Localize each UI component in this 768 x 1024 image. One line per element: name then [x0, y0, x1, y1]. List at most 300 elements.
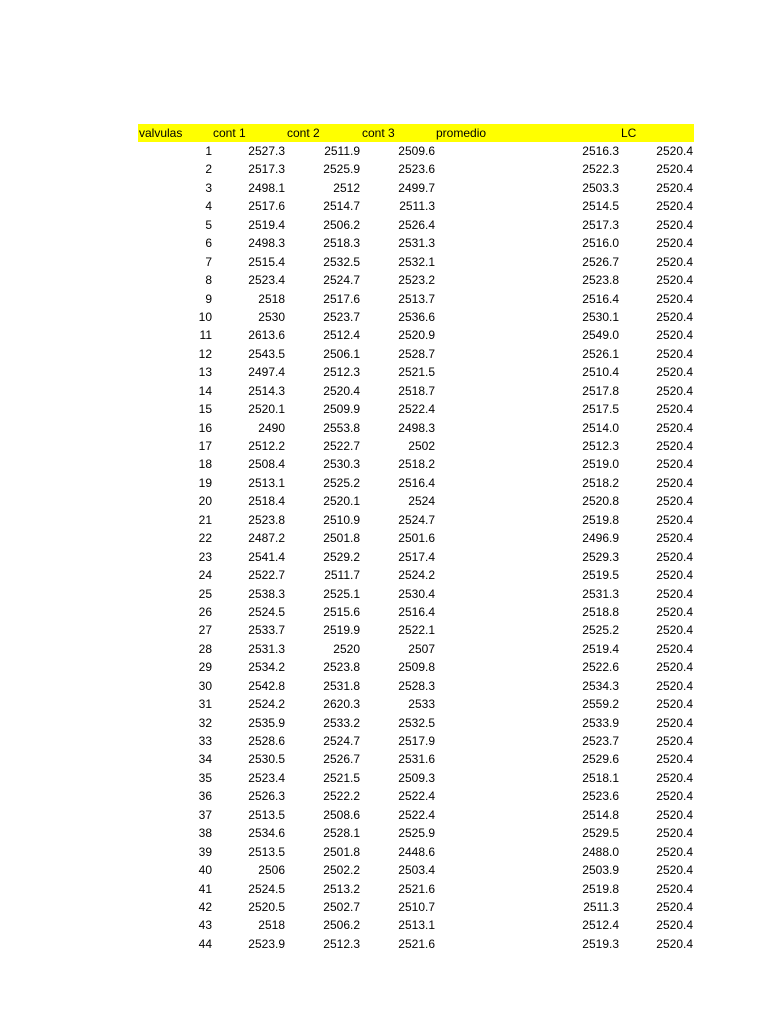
cont-1-value: 2527.3 [248, 144, 285, 158]
cont-2-value: 2502.7 [323, 899, 360, 914]
cont-1-value: 2530.5 [248, 752, 285, 767]
cont-2-value: 2514.7 [323, 199, 360, 214]
valvula-number: 26 [198, 604, 212, 619]
cont-2-value: 2528.1 [323, 826, 360, 841]
valvula-number: 23 [198, 549, 212, 564]
cont-3-value: 2532.5 [398, 715, 435, 730]
cont-2-value: 2532.5 [323, 254, 360, 269]
table-row [138, 566, 694, 584]
promedio-value: 2523.6 [582, 789, 619, 804]
lc-value: 2520.4 [656, 144, 693, 158]
valvula-number: 14 [198, 383, 212, 398]
cont-3-value: 2521.6 [398, 936, 435, 951]
cont-2-value: 2533.2 [323, 715, 360, 730]
promedio-value: 2523.7 [582, 734, 619, 748]
cont-1-value: 2519.4 [248, 217, 285, 232]
promedio-value: 2519.5 [582, 568, 619, 583]
cont-1-value: 2518 [258, 918, 285, 933]
promedio-value: 2522.3 [582, 162, 619, 177]
cont-3-value: 2501.6 [398, 531, 435, 546]
cont-1-value: 2518 [258, 291, 285, 306]
lc-value: 2520.4 [656, 789, 693, 804]
valvula-number: 17 [198, 439, 212, 453]
cont-3-value: 2533 [408, 697, 435, 712]
table-row [138, 455, 694, 473]
lc-value: 2520.4 [656, 844, 693, 859]
table-row [138, 160, 694, 178]
lc-value: 2520.4 [656, 549, 693, 564]
lc-value: 2520.4 [656, 383, 693, 398]
lc-value: 2520.4 [656, 402, 693, 417]
lc-value: 2520.4 [656, 273, 693, 288]
cont-3-value: 2528.3 [398, 678, 435, 693]
table-row [138, 750, 694, 768]
table-row [138, 345, 694, 363]
valvula-number: 9 [205, 291, 212, 306]
cont-2-value: 2520.4 [323, 383, 360, 398]
table-row [138, 326, 694, 344]
header-valvulas: valvulas [139, 126, 183, 140]
valvula-number: 44 [198, 936, 212, 951]
lc-value: 2520.4 [656, 734, 693, 748]
cont-3-value: 2510.7 [398, 899, 435, 914]
cont-3-value: 2528.7 [398, 346, 435, 361]
cont-2-value: 2521.5 [323, 770, 360, 785]
cont-2-value: 2529.2 [323, 549, 360, 564]
cont-1-value: 2531.3 [248, 641, 285, 656]
cont-2-value: 2525.9 [323, 162, 360, 177]
cont-3-value: 2522.4 [398, 807, 435, 822]
valvula-number: 22 [198, 531, 212, 546]
valvula-number: 42 [198, 899, 212, 914]
cont-3-value: 2524.2 [398, 568, 435, 583]
cont-2-value: 2511.7 [324, 568, 360, 583]
cont-1-value: 2506 [258, 863, 285, 878]
table-row [138, 308, 694, 326]
valvula-number: 2 [205, 162, 212, 177]
cont-2-value: 2520.1 [323, 494, 360, 509]
lc-value: 2520.4 [656, 660, 693, 675]
lc-value: 2520.4 [656, 568, 693, 583]
promedio-value: 2530.1 [582, 309, 619, 324]
cont-3-value: 2524 [408, 494, 435, 509]
lc-value: 2520.4 [656, 752, 693, 767]
cont-3-value: 2526.4 [398, 217, 435, 232]
promedio-value: 2529.6 [582, 752, 619, 767]
promedio-value: 2519.8 [582, 881, 619, 896]
table-row [138, 400, 694, 418]
header-cont-3: cont 3 [362, 126, 395, 140]
cont-2-value: 2510.9 [323, 512, 360, 527]
valvula-number: 27 [198, 623, 212, 638]
cont-2-value: 2526.7 [323, 752, 360, 767]
valvula-number: 16 [198, 420, 212, 435]
valvula-number: 1 [205, 144, 212, 158]
promedio-value: 2514.0 [582, 420, 619, 435]
cont-1-value: 2542.8 [248, 678, 285, 693]
cont-3-value: 2521.6 [398, 881, 435, 896]
promedio-value: 2488.0 [582, 844, 619, 859]
lc-value: 2520.4 [656, 236, 693, 251]
table-row [138, 843, 694, 861]
cont-3-value: 2499.7 [398, 180, 435, 195]
lc-value: 2520.4 [656, 899, 693, 914]
lc-value: 2520.4 [656, 863, 693, 878]
lc-value: 2520.4 [656, 420, 693, 435]
promedio-value: 2517.5 [582, 402, 619, 417]
cont-2-value: 2525.2 [323, 475, 360, 490]
promedio-value: 2512.3 [582, 439, 619, 453]
promedio-value: 2549.0 [582, 328, 619, 343]
cont-2-value: 2524.7 [323, 734, 360, 748]
cont-2-value: 2501.8 [323, 844, 360, 859]
promedio-value: 2516.3 [582, 144, 619, 158]
cont-2-value: 2512.4 [323, 328, 360, 343]
cont-2-value: 2511.9 [324, 144, 360, 158]
table-row [138, 419, 694, 437]
table-row [138, 216, 694, 234]
cont-1-value: 2522.7 [248, 568, 285, 583]
lc-value: 2520.4 [656, 346, 693, 361]
cont-3-value: 2509.8 [398, 660, 435, 675]
cont-3-value: 2513.7 [398, 291, 435, 306]
valvula-number: 33 [198, 734, 212, 748]
table-row [138, 806, 694, 824]
table-row [138, 861, 694, 879]
promedio-value: 2514.5 [582, 199, 619, 214]
cont-2-value: 2512 [333, 180, 360, 195]
header-cont-2: cont 2 [287, 126, 320, 140]
promedio-value: 2529.5 [582, 826, 619, 841]
cont-1-value: 2498.3 [248, 236, 285, 251]
lc-value: 2520.4 [656, 217, 693, 232]
table-row [138, 179, 694, 197]
cont-1-value: 2517.6 [248, 199, 285, 214]
promedio-value: 2529.3 [582, 549, 619, 564]
cont-2-value: 2512.3 [323, 936, 360, 951]
cont-3-value: 2523.2 [398, 273, 435, 288]
cont-3-value: 2520.9 [398, 328, 435, 343]
cont-1-value: 2498.1 [248, 180, 285, 195]
table-row [138, 640, 694, 658]
lc-value: 2520.4 [656, 881, 693, 896]
cont-1-value: 2526.3 [248, 789, 285, 804]
lc-value: 2520.4 [656, 604, 693, 619]
cont-1-value: 2508.4 [248, 457, 285, 472]
cont-3-value: 2518.2 [398, 457, 435, 472]
table-row [138, 880, 694, 898]
cont-1-value: 2524.2 [248, 697, 285, 712]
cont-3-value: 2507 [408, 641, 435, 656]
cont-1-value: 2538.3 [248, 586, 285, 601]
cont-1-value: 2523.4 [248, 273, 285, 288]
promedio-value: 2517.3 [582, 217, 619, 232]
lc-value: 2520.4 [656, 512, 693, 527]
table-row [138, 621, 694, 639]
promedio-value: 2526.7 [582, 254, 619, 269]
cont-3-value: 2516.4 [398, 475, 435, 490]
lc-value: 2520.4 [656, 180, 693, 195]
cont-1-value: 2613.6 [248, 328, 285, 343]
table-row [138, 898, 694, 916]
table-row [138, 234, 694, 252]
promedio-value: 2518.1 [582, 770, 619, 785]
cont-2-value: 2524.7 [323, 273, 360, 288]
lc-value: 2520.4 [656, 457, 693, 472]
valvula-number: 13 [198, 365, 212, 380]
cont-2-value: 2506.2 [323, 217, 360, 232]
lc-value: 2520.4 [656, 365, 693, 380]
lc-value: 2520.4 [656, 494, 693, 509]
promedio-value: 2516.4 [582, 291, 619, 306]
table-row [138, 935, 694, 953]
valvula-number: 32 [198, 715, 212, 730]
cont-1-value: 2524.5 [248, 881, 285, 896]
valvula-number: 25 [198, 586, 212, 601]
cont-1-value: 2528.6 [248, 734, 285, 748]
table-row [138, 271, 694, 289]
valvula-number: 6 [205, 236, 212, 251]
cont-2-value: 2508.6 [323, 807, 360, 822]
cont-2-value: 2523.7 [323, 309, 360, 324]
valvula-number: 37 [198, 807, 212, 822]
table-row [138, 511, 694, 529]
table-row [138, 677, 694, 695]
valvula-number: 34 [198, 752, 212, 767]
cont-1-value: 2534.6 [248, 826, 285, 841]
valvula-number: 24 [198, 568, 212, 583]
cont-2-value: 2506.1 [323, 346, 360, 361]
table-row [138, 548, 694, 566]
cont-1-value: 2535.9 [248, 715, 285, 730]
promedio-value: 2503.9 [582, 863, 619, 878]
promedio-value: 2512.4 [582, 918, 619, 933]
cont-3-value: 2524.7 [398, 512, 435, 527]
cont-3-value: 2521.5 [398, 365, 435, 380]
cont-2-value: 2519.9 [323, 623, 360, 638]
promedio-value: 2522.6 [582, 660, 619, 675]
lc-value: 2520.4 [656, 162, 693, 177]
valvula-number: 18 [198, 457, 212, 472]
cont-3-value: 2522.1 [398, 623, 435, 638]
cont-1-value: 2513.5 [248, 807, 285, 822]
lc-value: 2520.4 [656, 586, 693, 601]
promedio-value: 2517.8 [582, 383, 619, 398]
cont-2-value: 2520 [333, 641, 360, 656]
lc-value: 2520.4 [656, 328, 693, 343]
cont-3-value: 2531.3 [398, 236, 435, 251]
table-row [138, 732, 694, 750]
table-row [138, 382, 694, 400]
cont-3-value: 2517.9 [398, 734, 435, 748]
cont-2-value: 2509.9 [323, 402, 360, 417]
cont-1-value: 2514.3 [248, 383, 285, 398]
valvula-number: 31 [198, 697, 212, 712]
table-row [138, 142, 694, 160]
cont-2-value: 2531.8 [323, 678, 360, 693]
lc-value: 2520.4 [656, 715, 693, 730]
cont-1-value: 2520.5 [248, 899, 285, 914]
cont-3-value: 2518.7 [398, 383, 435, 398]
lc-value: 2520.4 [656, 199, 693, 214]
promedio-value: 2518.8 [582, 604, 619, 619]
cont-1-value: 2513.1 [248, 475, 285, 490]
spreadsheet-table [138, 124, 694, 953]
valvula-number: 30 [198, 678, 212, 693]
cont-2-value: 2506.2 [323, 918, 360, 933]
cont-2-value: 2553.8 [323, 420, 360, 435]
valvula-number: 12 [198, 346, 212, 361]
cont-3-value: 2502 [408, 439, 435, 453]
cont-1-value: 2534.2 [248, 660, 285, 675]
valvula-number: 43 [198, 918, 212, 933]
promedio-value: 2519.4 [582, 641, 619, 656]
cont-2-value: 2513.2 [323, 881, 360, 896]
cont-2-value: 2501.8 [323, 531, 360, 546]
promedio-value: 2523.8 [582, 273, 619, 288]
valvula-number: 3 [205, 180, 212, 195]
lc-value: 2520.4 [656, 770, 693, 785]
promedio-value: 2511.3 [583, 899, 619, 914]
cont-3-value: 2523.6 [398, 162, 435, 177]
cont-3-value: 2448.6 [398, 844, 435, 859]
valvula-number: 4 [205, 199, 212, 214]
promedio-value: 2496.9 [582, 531, 619, 546]
promedio-value: 2518.2 [582, 475, 619, 490]
cont-3-value: 2532.1 [398, 254, 435, 269]
cont-1-value: 2518.4 [248, 494, 285, 509]
header-cont-1: cont 1 [213, 126, 246, 140]
table-row [138, 290, 694, 308]
valvula-number: 15 [198, 402, 212, 417]
promedio-value: 2510.4 [582, 365, 619, 380]
lc-value: 2520.4 [656, 936, 693, 951]
lc-value: 2520.4 [656, 826, 693, 841]
table-row [138, 437, 694, 455]
valvula-number: 20 [198, 494, 212, 509]
cont-2-value: 2515.6 [323, 604, 360, 619]
lc-value: 2520.4 [656, 309, 693, 324]
promedio-value: 2559.2 [582, 697, 619, 712]
table-row [138, 585, 694, 603]
table-row [138, 824, 694, 842]
header-lc: LC [621, 126, 637, 140]
lc-value: 2520.4 [656, 291, 693, 306]
cont-3-value: 2536.6 [398, 309, 435, 324]
valvula-number: 11 [199, 328, 212, 343]
valvula-number: 28 [198, 641, 212, 656]
valvula-number: 7 [205, 254, 212, 269]
cont-1-value: 2487.2 [248, 531, 285, 546]
table-row [138, 769, 694, 787]
table-row [138, 492, 694, 510]
table-row [138, 695, 694, 713]
header-row [138, 124, 694, 142]
valvula-number: 39 [198, 844, 212, 859]
cont-2-value: 2522.2 [323, 789, 360, 804]
lc-value: 2520.4 [656, 439, 693, 453]
table-row [138, 197, 694, 215]
cont-3-value: 2513.1 [398, 918, 435, 933]
table-row [138, 714, 694, 732]
cont-1-value: 2515.4 [248, 254, 285, 269]
cont-1-value: 2513.5 [248, 844, 285, 859]
cont-1-value: 2530 [258, 309, 285, 324]
cont-3-value: 2525.9 [398, 826, 435, 841]
lc-value: 2520.4 [656, 254, 693, 269]
promedio-value: 2526.1 [582, 346, 619, 361]
lc-value: 2520.4 [656, 641, 693, 656]
cont-2-value: 2502.2 [323, 863, 360, 878]
valvula-number: 41 [198, 881, 212, 896]
table-row [138, 253, 694, 271]
table-row [138, 363, 694, 381]
cont-3-value: 2530.4 [398, 586, 435, 601]
lc-value: 2520.4 [656, 475, 693, 490]
lc-value: 2520.4 [656, 678, 693, 693]
promedio-value: 2519.0 [582, 457, 619, 472]
table-row [138, 474, 694, 492]
promedio-value: 2525.2 [582, 623, 619, 638]
cont-3-value: 2511.3 [399, 199, 435, 214]
table-row [138, 529, 694, 547]
lc-value: 2520.4 [656, 531, 693, 546]
cont-3-value: 2509.6 [398, 144, 435, 158]
table-row [138, 658, 694, 676]
cont-1-value: 2523.9 [248, 936, 285, 951]
valvula-number: 8 [205, 273, 212, 288]
lc-value: 2520.4 [656, 623, 693, 638]
cont-3-value: 2498.3 [398, 420, 435, 435]
valvula-number: 21 [198, 512, 212, 527]
promedio-value: 2519.8 [582, 512, 619, 527]
table-body [138, 142, 694, 953]
table-row [138, 787, 694, 805]
cont-1-value: 2520.1 [248, 402, 285, 417]
cont-3-value: 2517.4 [398, 549, 435, 564]
valvula-number: 5 [205, 217, 212, 232]
cont-3-value: 2522.4 [398, 402, 435, 417]
cont-2-value: 2522.7 [323, 439, 360, 453]
cont-2-value: 2517.6 [323, 291, 360, 306]
valvula-number: 36 [198, 789, 212, 804]
cont-3-value: 2531.6 [398, 752, 435, 767]
cont-2-value: 2530.3 [323, 457, 360, 472]
promedio-value: 2514.8 [582, 807, 619, 822]
lc-value: 2520.4 [656, 807, 693, 822]
cont-2-value: 2518.3 [323, 236, 360, 251]
cont-1-value: 2524.5 [248, 604, 285, 619]
cont-1-value: 2497.4 [248, 365, 285, 380]
cont-2-value: 2512.3 [323, 365, 360, 380]
cont-1-value: 2517.3 [248, 162, 285, 177]
valvula-number: 19 [198, 475, 212, 490]
cont-1-value: 2490 [258, 420, 285, 435]
cont-1-value: 2523.8 [248, 512, 285, 527]
promedio-value: 2531.3 [582, 586, 619, 601]
promedio-value: 2534.3 [582, 678, 619, 693]
cont-3-value: 2522.4 [398, 789, 435, 804]
header-promedio: promedio [436, 126, 487, 140]
valvula-number: 10 [198, 309, 212, 324]
table-row [138, 916, 694, 934]
promedio-value: 2516.0 [582, 236, 619, 251]
cont-2-value: 2620.3 [323, 697, 360, 712]
cont-3-value: 2503.4 [398, 863, 435, 878]
cont-1-value: 2512.2 [248, 439, 285, 453]
cont-3-value: 2509.3 [398, 770, 435, 785]
cont-1-value: 2541.4 [248, 549, 285, 564]
